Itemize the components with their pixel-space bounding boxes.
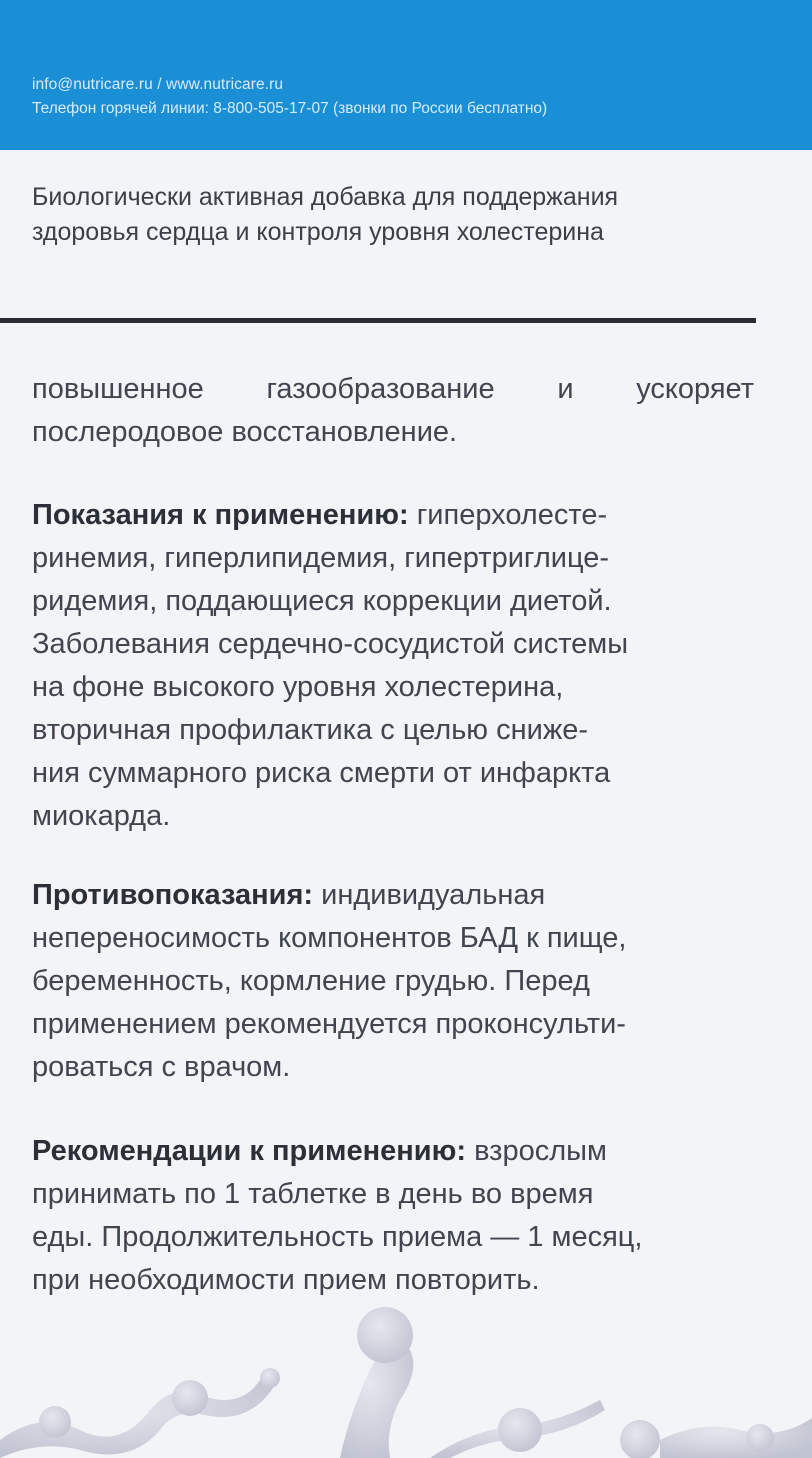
paragraph-line: гиперхолесте- bbox=[408, 499, 608, 531]
paragraph-line: миокарда. bbox=[32, 800, 171, 832]
hotline-phone: Телефон горячей линии: 8-800-505-17-07 (звонки по России бесплатно) bbox=[32, 100, 548, 117]
contact-email: info@nutricare.ru / www.nutricare.ru bbox=[32, 76, 284, 93]
paragraph-line: ринемия, гиперлипидемия, гипертриглице- bbox=[32, 542, 610, 574]
paragraph-line: послеродовое восстановление. bbox=[32, 416, 458, 448]
header-band bbox=[0, 0, 812, 150]
intro-paragraph bbox=[32, 368, 754, 454]
paragraph-line: беременность, кормление грудью. Перед bbox=[32, 965, 590, 997]
paragraph-line: повышенное газообразование и ускоряет bbox=[32, 373, 754, 405]
paragraph-line: роваться с врачом. bbox=[32, 1051, 291, 1083]
paragraph-line: при необходимости прием повторить. bbox=[32, 1264, 540, 1296]
paragraph-line: ния суммарного риска смерти от инфаркта bbox=[32, 757, 611, 789]
paragraph-line: непереносимость компонентов БАД к пище, bbox=[32, 922, 627, 954]
recommendations-paragraph bbox=[32, 1130, 754, 1302]
indications-heading: Показания к применению: bbox=[32, 499, 409, 531]
contraindications-heading: Противопоказания: bbox=[32, 879, 314, 911]
paragraph-line: на фоне высокого уровня холестерина, bbox=[32, 671, 564, 703]
subtitle-line: Биологически активная добавка для поддержания bbox=[32, 183, 619, 211]
paragraph-line: применением рекомендуется проконсульти- bbox=[32, 1008, 626, 1040]
section-divider bbox=[0, 318, 756, 323]
molecule-decoration bbox=[0, 1290, 812, 1458]
paragraph-line: вторичная профилактика с целью сниже- bbox=[32, 714, 589, 746]
contraindications-paragraph bbox=[32, 874, 754, 1089]
subtitle-line: здоровья сердца и контроля уровня холестерина bbox=[32, 218, 604, 246]
paragraph-line: еды. Продолжительность приема — 1 месяц, bbox=[32, 1221, 643, 1253]
paragraph-line: ридемия, поддающиеся коррекции диетой. bbox=[32, 585, 612, 617]
recommendations-heading: Рекомендации к применению: bbox=[32, 1135, 467, 1167]
paragraph-line: взрослым bbox=[466, 1135, 607, 1167]
paragraph-line: Заболевания сердечно-сосудистой системы bbox=[32, 628, 629, 660]
paragraph-line: принимать по 1 таблетке в день во время bbox=[32, 1178, 594, 1210]
product-subtitle bbox=[32, 180, 772, 250]
indications-paragraph bbox=[32, 494, 754, 838]
paragraph-line: индивидуальная bbox=[313, 879, 546, 911]
